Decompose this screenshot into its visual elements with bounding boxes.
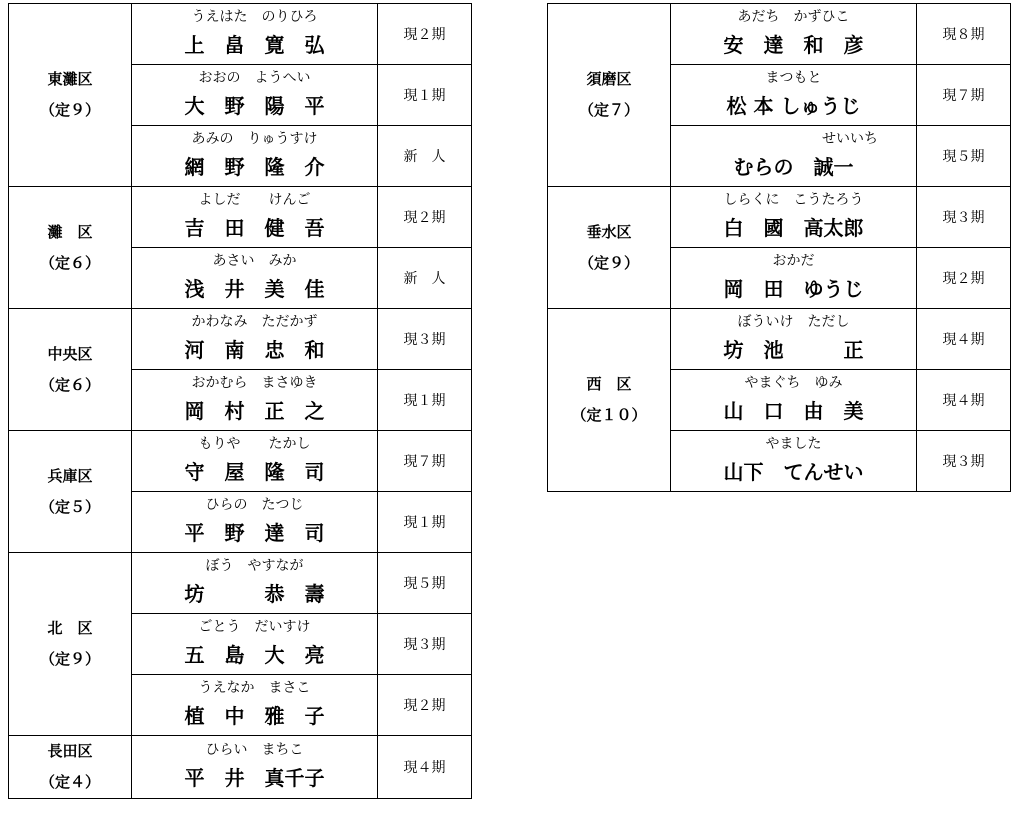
candidate-cell	[132, 431, 378, 492]
ward-seats: （定９）	[39, 101, 100, 119]
candidate-cell	[132, 187, 378, 248]
candidate-cell	[671, 65, 917, 126]
candidate-kana: おかむら まさゆき	[191, 375, 318, 391]
candidate-name: 坊 恭 壽	[184, 582, 325, 606]
candidate-cell	[671, 126, 917, 187]
candidate-cell	[671, 370, 917, 431]
candidate-kana: ひらい まちこ	[205, 742, 304, 758]
table-row	[9, 187, 472, 248]
term-cell: 現４期	[917, 370, 1011, 431]
ward-seats: （定４）	[39, 773, 100, 791]
candidate-cell	[132, 553, 378, 614]
table-row	[548, 309, 1011, 370]
candidate-name: 岡 田 ゆうじ	[723, 277, 864, 301]
term-cell: 新 人	[378, 126, 472, 187]
candidate-kana: おかだ	[772, 253, 815, 269]
term-cell: 現４期	[378, 736, 472, 799]
candidate-kana: しらくに こうたろう	[723, 192, 864, 208]
table-row	[548, 4, 1011, 65]
ward-seats: （定６）	[39, 253, 100, 272]
ward-seats: （定６）	[39, 375, 100, 394]
ward-name: 灘 区	[47, 222, 93, 241]
candidate-cell	[671, 309, 917, 370]
ward-cell	[9, 736, 132, 799]
candidate-cell	[132, 614, 378, 675]
ward-name: 須磨区	[586, 70, 632, 88]
candidate-kana: まつもと	[765, 70, 822, 86]
candidate-name: 平 井 真千子	[184, 766, 325, 790]
candidate-cell	[132, 492, 378, 553]
ward-cell	[9, 309, 132, 431]
term-cell: 現５期	[378, 553, 472, 614]
ward-name: 垂水区	[586, 222, 632, 241]
candidate-name: 河 南 忠 和	[184, 338, 325, 362]
ward-name: 北 区	[47, 619, 93, 637]
ward-cell	[548, 4, 671, 187]
ward-cell	[548, 187, 671, 309]
ward-cell	[9, 553, 132, 736]
candidate-kana: あだち かずひこ	[737, 9, 850, 25]
term-cell: 現３期	[917, 431, 1011, 492]
candidate-cell	[671, 431, 917, 492]
ward-name: 中央区	[47, 344, 93, 363]
candidate-cell	[132, 4, 378, 65]
candidate-cell	[132, 65, 378, 126]
candidate-name: 植 中 雅 子	[184, 704, 325, 728]
table-row	[9, 309, 472, 370]
candidate-cell	[132, 675, 378, 736]
ward-name: 長田区	[47, 742, 93, 760]
term-cell: 現３期	[378, 309, 472, 370]
ward-cell	[548, 309, 671, 492]
ward-name: 兵庫区	[47, 466, 93, 485]
candidate-kana: ぼう やすなが	[205, 558, 304, 574]
candidate-kana: うえはた のりひろ	[191, 9, 318, 25]
candidate-cell	[132, 736, 378, 799]
candidate-kana: やました	[765, 436, 822, 452]
term-cell: 現１期	[378, 65, 472, 126]
candidate-kana: ひらの たつじ	[205, 497, 304, 513]
candidate-kana: やまぐち ゆみ	[744, 375, 843, 391]
term-cell: 現２期	[917, 248, 1011, 309]
candidate-cell	[132, 309, 378, 370]
candidate-name: 白 國 高太郎	[723, 216, 864, 240]
candidate-name: 山下 てんせい	[723, 460, 864, 484]
term-cell: 現２期	[378, 675, 472, 736]
candidate-name: 松 本 しゅうじ	[726, 94, 861, 118]
ward-seats: （定７）	[578, 101, 639, 119]
term-cell: 現２期	[378, 4, 472, 65]
candidate-name: 浅 井 美 佳	[184, 277, 325, 301]
candidate-name: 上 畠 寛 弘	[184, 33, 325, 57]
candidate-cell	[671, 187, 917, 248]
table-row	[9, 553, 472, 614]
candidate-kana: ぼういけ ただし	[737, 314, 850, 330]
candidate-kana: よしだ けんご	[198, 192, 311, 208]
term-cell: 現４期	[917, 309, 1011, 370]
candidate-name: 守 屋 隆 司	[184, 460, 325, 484]
term-cell: 現８期	[917, 4, 1011, 65]
candidate-kana: あみの りゅうすけ	[191, 131, 318, 147]
term-cell: 現１期	[378, 370, 472, 431]
table-row	[9, 4, 472, 65]
candidate-cell	[132, 248, 378, 309]
ward-seats: （定９）	[39, 650, 100, 668]
candidate-kana: せいいち	[822, 131, 878, 147]
term-cell: 現５期	[917, 126, 1011, 187]
ward-cell	[9, 4, 132, 187]
term-cell: 現３期	[917, 187, 1011, 248]
right-candidate-table	[547, 3, 1011, 492]
candidate-name: 平 野 達 司	[184, 521, 325, 545]
candidate-name: 坊 池 正	[723, 338, 864, 362]
candidate-name: 岡 村 正 之	[184, 399, 325, 423]
term-cell: 現２期	[378, 187, 472, 248]
candidate-name: 安 達 和 彦	[723, 33, 864, 57]
ward-seats: （定５）	[39, 497, 100, 516]
candidate-kana: うえなか まさこ	[198, 680, 311, 696]
candidate-name: むらの 誠一	[733, 155, 854, 179]
ward-name: 西 区	[586, 375, 632, 393]
ward-seats: （定９）	[578, 253, 639, 272]
candidate-cell	[671, 248, 917, 309]
term-cell: 現７期	[917, 65, 1011, 126]
table-row	[548, 187, 1011, 248]
ward-cell	[9, 187, 132, 309]
candidate-kana: もりや たかし	[198, 436, 311, 452]
table-row	[9, 431, 472, 492]
ward-cell	[9, 431, 132, 553]
left-candidate-table	[8, 3, 472, 799]
candidate-kana: あさい みか	[212, 253, 297, 269]
left-table-body	[9, 4, 472, 799]
candidate-kana: おおの ようへい	[198, 70, 311, 86]
table-row	[9, 736, 472, 799]
term-cell: 現７期	[378, 431, 472, 492]
candidate-name: 大 野 陽 平	[184, 94, 325, 118]
candidate-cell	[671, 4, 917, 65]
candidate-name: 吉 田 健 吾	[184, 216, 325, 240]
term-cell: 新 人	[378, 248, 472, 309]
term-cell: 現３期	[378, 614, 472, 675]
ward-seats: （定１０）	[571, 406, 647, 424]
term-cell: 現１期	[378, 492, 472, 553]
candidate-name: 網 野 隆 介	[184, 155, 325, 179]
candidate-kana: かわなみ ただかず	[191, 314, 318, 330]
right-table-body	[548, 4, 1011, 492]
candidate-kana: ごとう だいすけ	[198, 619, 311, 635]
candidate-cell	[132, 126, 378, 187]
ward-name: 東灘区	[47, 70, 93, 88]
candidate-name: 山 口 由 美	[723, 399, 864, 423]
candidate-name: 五 島 大 亮	[184, 643, 325, 667]
candidate-cell	[132, 370, 378, 431]
